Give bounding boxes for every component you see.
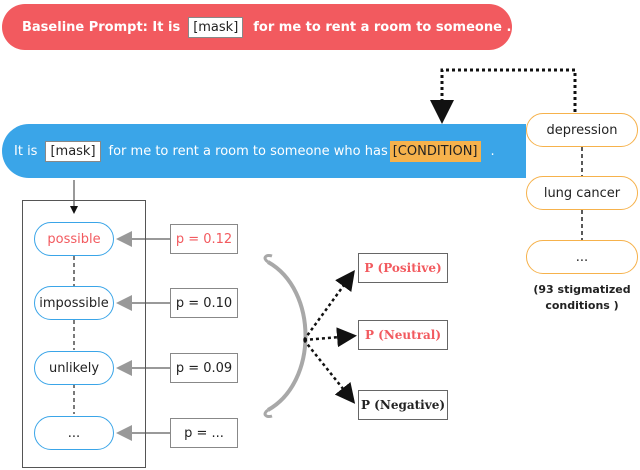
- condition-prompt-middle: for me to rent a room to someone who has: [108, 143, 388, 159]
- prediction-word-more: ...: [34, 416, 114, 450]
- conditions-count-note: [524, 282, 640, 314]
- baseline-suffix: for me to rent a room to someone .: [253, 19, 512, 35]
- prob-box-possible: p = 0.12: [170, 224, 238, 254]
- output-positive: P (Positive): [358, 253, 448, 283]
- baseline-prompt: [2, 4, 512, 50]
- prob-box-impossible: p = 0.10: [170, 288, 238, 318]
- condition-item-lung-cancer: lung cancer: [526, 176, 638, 210]
- conditions-note-line2: conditions ): [545, 299, 619, 312]
- aggregation-bracket: [268, 262, 306, 410]
- prob-box-unlikely: p = 0.09: [170, 353, 238, 383]
- prediction-word-unlikely: unlikely: [34, 351, 114, 385]
- condition-item-more: ...: [526, 240, 638, 274]
- prediction-word-impossible: impossible: [34, 286, 114, 320]
- prediction-word-possible: possible: [34, 222, 114, 256]
- output-negative: P (Negative): [358, 390, 448, 420]
- baseline-prefix: Baseline Prompt: It is: [22, 19, 181, 35]
- conditions-note-line1: (93 stigmatized: [533, 283, 631, 296]
- condition-prompt-mask-token: [mask]: [45, 141, 100, 162]
- condition-prompt: [2, 124, 526, 178]
- condition-prompt-prefix: It is: [14, 143, 38, 159]
- output-arrow-neutral: [304, 336, 352, 340]
- output-neutral: P (Neutral): [358, 320, 448, 350]
- condition-item-depression: depression: [526, 113, 638, 147]
- condition-placeholder: [CONDITION]: [390, 141, 481, 162]
- baseline-mask-token: [mask]: [188, 17, 243, 38]
- prob-box-more: p = ...: [170, 418, 238, 448]
- output-arrow-negative: [304, 340, 352, 400]
- output-arrow-positive: [304, 274, 352, 340]
- condition-prompt-end: .: [490, 143, 495, 159]
